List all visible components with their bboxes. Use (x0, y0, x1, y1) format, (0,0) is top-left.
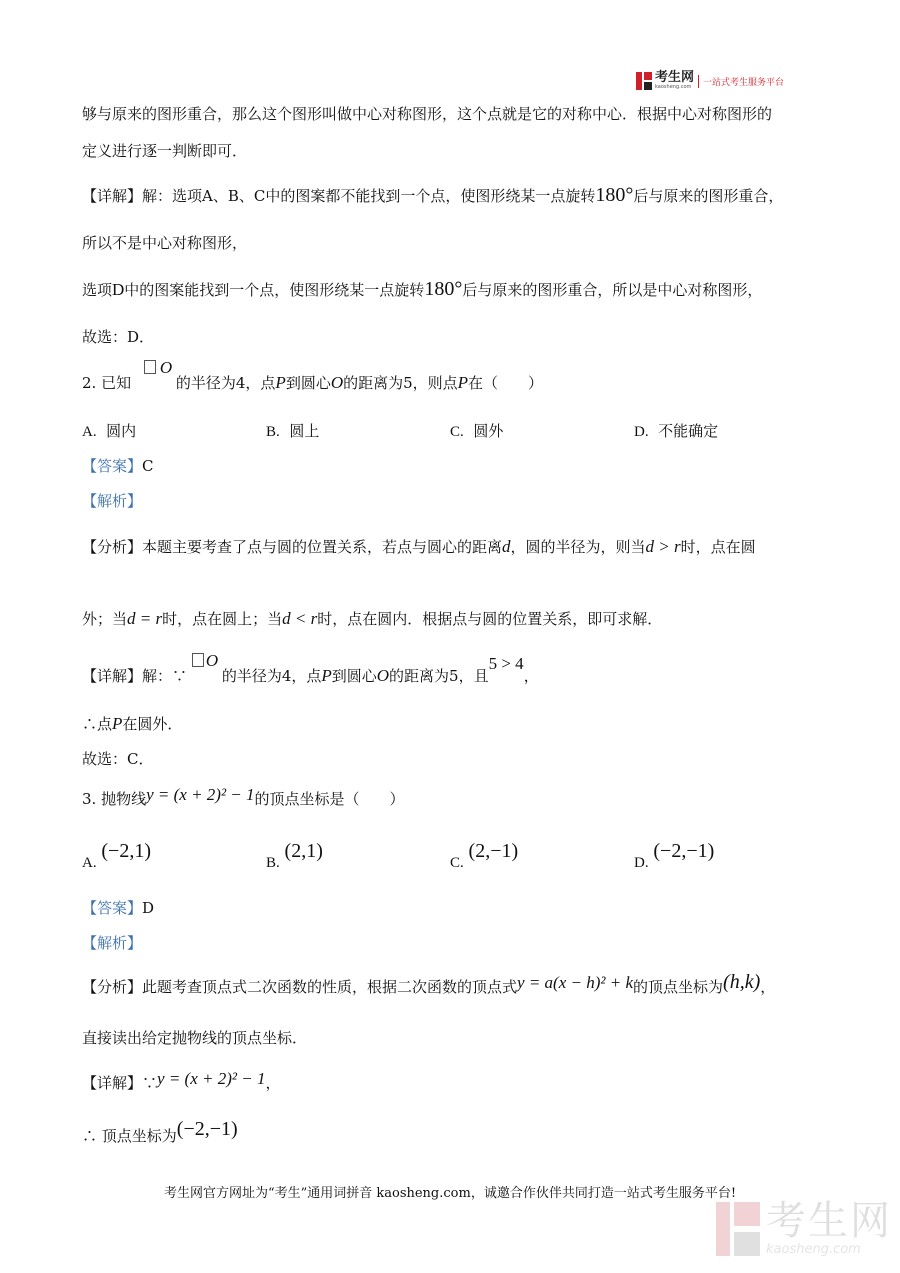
q1-detail-a: 解：选项A、B、C中的图案都不能找到一个点，使图形绕某一点旋转 (142, 187, 596, 205)
q2-stem (82, 358, 544, 393)
q1-detail-line (82, 184, 783, 207)
point-p-4: P (112, 714, 123, 733)
vertex-hk: (h,k) (723, 971, 761, 993)
q1-line2: 定义进行逐一判断即可． (82, 142, 248, 160)
point-o-2: O (376, 666, 390, 685)
watermark-icon (716, 1202, 760, 1256)
q1-choose: 故选：D． (82, 328, 155, 346)
vertex-result: (−2,−1) (176, 1118, 238, 1140)
watermark-domain: kaosheng.com (766, 1242, 861, 1257)
q2-detail-line: 【详解】解：∵ O 的半径为4，点P到圆心O的距离为5，且5 > 4， (82, 651, 539, 685)
q1-detail-d2: 中的图案能找到一个点，使图形绕某一点旋转 (124, 281, 425, 299)
q2-answer (82, 455, 154, 476)
q1-line1: 够与原来的图形重合，那么这个图形叫做中心对称图形，这个点就是它的对称中心．根据中心对称图形的 (82, 105, 773, 123)
point-p-3: P (321, 666, 332, 685)
q2-text-c: 的距离为5，则点 (343, 374, 458, 392)
q1-detail-d1: 选项 (82, 281, 113, 299)
logo-icon (636, 72, 652, 90)
circle-icon (144, 360, 156, 374)
q3-fenxi-line1: 【分析】此题考查顶点式二次函数的性质，根据二次函数的顶点式y = a(x − h)² + k的顶点坐标为(h,k)， (82, 971, 776, 996)
answer-tag-2: 【答案】 (82, 899, 143, 917)
ineq-d-lt-r: d < r (282, 609, 318, 628)
fenxi-tag: 【分析】 (82, 538, 143, 556)
logo-name: 考生网 (655, 70, 695, 85)
q1-detail-d-line (82, 278, 762, 301)
q2-option-d: D. 不能确定 (634, 422, 719, 440)
vertex-form: y = a(x − h)² + k (517, 973, 634, 992)
header-logo (636, 70, 784, 92)
q3-detail-line: 【详解】∵y = (x + 2)² − 1， (82, 1069, 281, 1092)
q3-analysis-tag: 【解析】 (82, 934, 143, 952)
q3-stem: 3. 抛物线y = (x + 2)² − 1的顶点坐标是（ ） (82, 785, 405, 808)
ineq-5-gt-4: 5 > 4 (488, 654, 524, 673)
q2-text-b: 到圆心 (285, 374, 331, 392)
watermark-name: 考生网 (766, 1198, 892, 1244)
footer-text: 考生网官方网址为“考生”通用词拼音 kaosheng.com，诚邀合作伙伴共同打造一站式考生服务平台! (163, 1186, 737, 1201)
q2-option-a: A. 圆内 (82, 422, 137, 440)
ineq-d-gt-r: d > r (645, 537, 681, 556)
q3-fenxi-line2: 直接读出给定抛物线的顶点坐标． (82, 1029, 308, 1047)
logo-slogan: 一站式考生服务平台 (698, 75, 784, 88)
q3-result: ∴ 顶点坐标为(−2,−1) (82, 1118, 238, 1145)
q1-detail-b: 后与原来的图形重合， (633, 187, 784, 205)
q2-fenxi-line1: 【分析】本题主要考查了点与圆的位置关系，若点与圆心的距离d，圆的半径为，则当d > r时，点在圆 (82, 537, 756, 556)
watermark-logo (716, 1200, 892, 1257)
q3-option-a: A. (−2,1) (82, 840, 151, 871)
q2-text-a: 的半径为4，点 (175, 374, 276, 392)
answer-value-2: D (142, 899, 155, 917)
detail-tag: 【详解】 (82, 187, 143, 205)
circle-icon-2 (192, 653, 204, 667)
circle-o-label: O (159, 358, 173, 377)
eq-d-eq-r: d = r (127, 609, 163, 628)
q3-answer (82, 897, 154, 918)
var-d: d (502, 537, 511, 556)
logo-domain: kaosheng.com (655, 84, 692, 90)
q2-analysis-tag: 【解析】 (82, 492, 143, 510)
q2-fenxi-line2: 外；当d = r时，点在圆上；当d < r时，点在圆内．根据点与圆的位置关系，即可求解． (82, 609, 663, 628)
q3-option-b: B. (2,1) (266, 840, 323, 871)
q2-therefore: ∴点P在圆外． (82, 714, 183, 733)
q3-option-d: D. (−2,−1) (634, 840, 715, 871)
q2-option-c: C. 圆外 (450, 422, 504, 440)
angle-value: 180° (595, 184, 634, 206)
angle-value-2: 180° (424, 278, 463, 300)
detail-tag-3: 【详解】 (82, 1074, 143, 1092)
point-p: P (275, 373, 286, 392)
q3-equation: y = (x + 2)² − 1 (146, 785, 255, 804)
answer-value: C (142, 457, 154, 475)
q3-detail-eq: y = (x + 2)² − 1 (157, 1069, 266, 1088)
q1-detail-c: 所以不是中心对称图形， (82, 234, 248, 252)
detail-tag-2: 【详解】 (82, 667, 143, 685)
option-d-letter: D (112, 280, 125, 299)
q2-choose: 故选：C． (82, 750, 154, 768)
circle-symbol (136, 358, 176, 388)
circle-o-label-2: O (205, 651, 219, 670)
q2-option-b: B. 圆上 (266, 422, 320, 440)
point-p-2: P (457, 373, 469, 392)
circle-symbol-2 (192, 651, 222, 681)
q3-number: 3. 抛物线 (82, 790, 147, 808)
fenxi-tag-2: 【分析】 (82, 978, 143, 996)
point-o: O (330, 373, 344, 392)
q1-detail-d3: 后与原来的图形重合，所以是中心对称图形， (462, 281, 763, 299)
answer-tag: 【答案】 (82, 457, 143, 475)
q3-option-c: C. (2,−1) (450, 840, 519, 871)
q2-number: 2. 已知 (82, 374, 132, 392)
q2-text-d: 在（ ） (468, 374, 544, 392)
